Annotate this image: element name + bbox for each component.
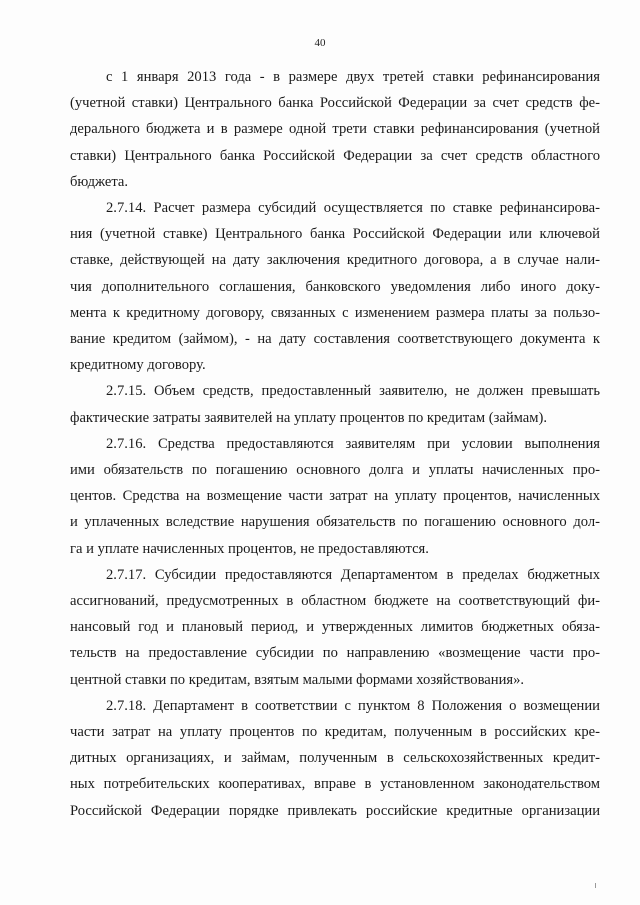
paragraph (70, 562, 600, 693)
text-line: ими обязательств по погашению основного долга и уплаты начисленных про- (70, 462, 600, 479)
text-line: ных потребительских кооперативах, вправе в установленном законодательством (70, 776, 600, 793)
paragraph (70, 693, 600, 824)
text-line: тельств на предоставление субсидии по направлению «возмещение части про- (70, 645, 600, 662)
paragraph (70, 64, 600, 195)
text-line: 2.7.14. Расчет размера субсидий осуществляется по ставке рефинансирова- (106, 200, 600, 217)
text-line: 2.7.18. Департамент в соответствии с пунктом 8 Положения о возмещении (106, 697, 600, 714)
text-line: нансовый год и плановый период, и утвержденных лимитов бюджетных обяза- (70, 619, 600, 636)
text-line: и уплаченных вследствие нарушения обязательств по погашению основного дол- (70, 514, 600, 531)
document-body (70, 64, 600, 824)
text-line: бюджета. (70, 173, 129, 190)
text-line: ния (учетной ставке) Центрального банка Российской Федерации или ключевой (70, 226, 600, 243)
paragraph (70, 378, 600, 430)
text-line: чия дополнительного соглашения, банковского уведомления либо иного доку- (70, 278, 600, 295)
text-line: вание кредитом (займом), - на дату составления соответствующего документа к (70, 331, 600, 348)
text-line: 2.7.17. Субсидии предоставляются Департаментом в пределах бюджетных (106, 566, 600, 583)
paragraph (70, 431, 600, 562)
text-line: (учетной ставки) Центрального банка Российской Федерации за счет средств фе- (70, 95, 600, 112)
text-line: ставки) Центрального банка Российской Федерации за счет средств областного (70, 147, 600, 164)
text-line: 2.7.15. Объем средств, предоставленный заявителю, не должен превышать (106, 383, 600, 400)
scan-artifact (595, 883, 596, 888)
text-line: дерального бюджета и в размере одной трети ставки рефинансирования (учетной (70, 121, 600, 138)
text-line: кредитному договору. (70, 357, 206, 374)
text-line: га и уплате начисленных процентов, не предоставляются. (70, 540, 429, 557)
text-line: дитных организациях, и займам, полученным в сельскохозяйственных кредит- (70, 750, 600, 767)
text-line: центов. Средства на возмещение части затрат на уплату процентов, начисленных (70, 488, 600, 505)
text-line: фактические затраты заявителей на уплату процентов по кредитам (займам). (70, 409, 548, 426)
text-line: части затрат на уплату процентов по кредитам, полученным в российских кре- (70, 724, 600, 741)
text-line: Российской Федерации порядке привлекать российские кредитные организации (70, 802, 600, 819)
paragraph (70, 195, 600, 378)
page-number: 40 (314, 37, 326, 49)
text-line: ассигнований, предусмотренных в областном бюджете на соответствующий фи- (70, 593, 600, 610)
text-line: центной ставки по кредитам, взятым малыми формами хозяйствования». (70, 671, 525, 688)
text-line: ставке, действующей на дату заключения кредитного договора, а в случае нали- (70, 252, 600, 269)
text-line: с 1 января 2013 года - в размере двух третей ставки рефинансирования (106, 69, 600, 85)
text-line: 2.7.16. Средства предоставляются заявителям при условии выполнения (106, 435, 600, 452)
text-line: мента к кредитному договору, связанных с изменением размера платы за пользо- (70, 304, 600, 321)
